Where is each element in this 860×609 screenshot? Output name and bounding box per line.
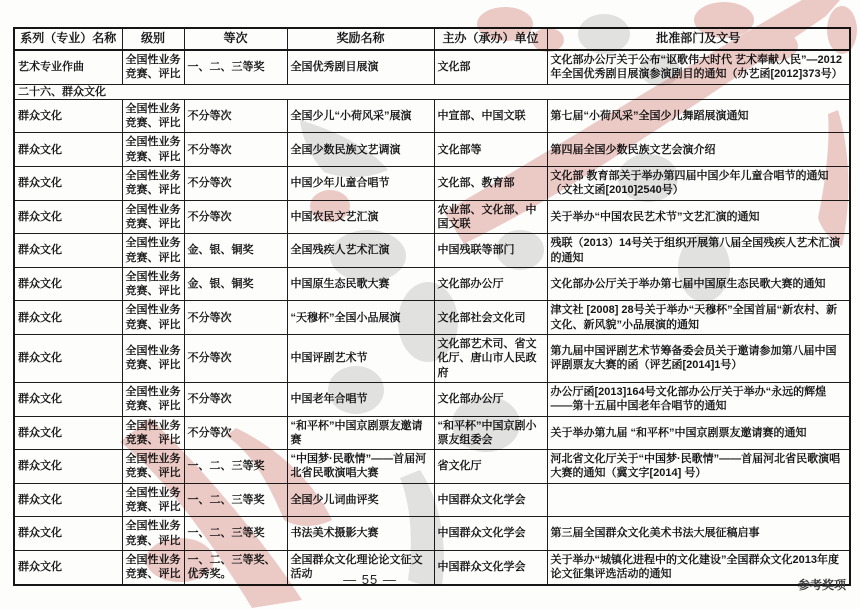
organizer-cell: 农业部、文化部、中国文联 (434, 200, 547, 234)
grade-cell: 不分等次 (184, 99, 287, 133)
organizer-cell: 文化部等 (434, 133, 547, 167)
table-row (14, 133, 850, 167)
organizer-cell: 文化部艺术司、省文化厅、唐山市人民政府 (434, 335, 547, 383)
header-organizer: 主办（承办）单位 (434, 28, 547, 50)
series-cell: 艺术专业作曲 (14, 50, 122, 84)
approval-cell: 关于举办第九届 “和平杯”中国京剧票友邀请赛的通知 (547, 416, 850, 450)
grade-cell: 金、银、铜奖 (184, 234, 287, 268)
series-cell: 群众文化 (14, 301, 122, 335)
grade-cell: 一、二、三等奖 (184, 50, 287, 84)
approval-cell: 关于举办“城镇化进程中的文化建设”全国群众文化2013年度论文征集评选活动的通知 (547, 550, 850, 584)
series-cell: 群众文化 (14, 483, 122, 517)
award-cell: 全国群众文化理论论文征文活动 (287, 550, 434, 584)
series-cell: 群众文化 (14, 167, 122, 201)
grade-cell: 不分等次 (184, 167, 287, 201)
level-cell: 全国性业务竞赛、评比 (122, 99, 184, 133)
header-series: 系列（专业）名称 (14, 28, 122, 50)
award-cell: 书法美术摄影大赛 (287, 517, 434, 551)
approval-cell (547, 483, 850, 517)
award-cell: 全国少数民族文艺调演 (287, 133, 434, 167)
approval-cell: 津文社 [2008] 28号关于举办“天穆杯”全国首届“新农村、新文化、新风貌”小品展演的通知 (547, 301, 850, 335)
award-cell: 全国少儿词曲评奖 (287, 483, 434, 517)
table-row (14, 517, 850, 551)
table-row (14, 167, 850, 201)
table-row (14, 416, 850, 450)
table-header-row (14, 28, 850, 50)
award-cell: 中国农民文艺汇演 (287, 200, 434, 234)
organizer-cell: 文化部社会文化司 (434, 301, 547, 335)
level-cell: 全国性业务竞赛、评比 (122, 550, 184, 584)
level-cell: 全国性业务竞赛、评比 (122, 335, 184, 383)
grade-cell: 一、二、三等奖、优秀奖。 (184, 550, 287, 584)
header-award: 奖励名称 (287, 28, 434, 50)
approval-cell: 文化部办公厅关于公布“讴歌伟大时代 艺术奉献人民”—2012年全国优秀剧目展演参演剧目的通知（办艺函[2012]373号） (547, 50, 850, 84)
approval-cell: 文化部 教育部关于举办第四届中国少年儿童合唱节的通知（文社文函[2010]2540号） (547, 167, 850, 201)
approval-cell: 关于举办“中国农民艺术节”文艺汇演的通知 (547, 200, 850, 234)
reference-label: 参考奖项 (797, 578, 846, 592)
grade-cell: 不分等次 (184, 133, 287, 167)
grade-cell: 不分等次 (184, 416, 287, 450)
header-level: 级别 (122, 28, 184, 50)
table-row (14, 382, 850, 416)
series-cell: 群众文化 (14, 382, 122, 416)
award-cell: 全国少儿“小荷风采”展演 (287, 99, 434, 133)
award-cell: 全国优秀剧目展演 (287, 50, 434, 84)
approval-cell: 河北省文化厅关于“中国梦·民歌情”——首届河北省民歌演唱大赛的通知（冀文字[2014] 号） (547, 450, 850, 484)
award-cell: 中国原生态民歌大赛 (287, 267, 434, 301)
approval-cell: 办公厅函[2013]164号文化部办公厅关于举办“永远的辉煌——第十五届中国老年合唱节的通知 (547, 382, 850, 416)
table-row (14, 450, 850, 484)
award-cell: 全国残疾人艺术汇演 (287, 234, 434, 268)
series-cell: 群众文化 (14, 450, 122, 484)
grade-cell: 不分等次 (184, 382, 287, 416)
grade-cell: 一、二、三等奖 (184, 517, 287, 551)
organizer-cell: “和平杯”中国京剧小票友组委会 (434, 416, 547, 450)
grade-cell: 一、二、三等奖 (184, 450, 287, 484)
series-cell: 群众文化 (14, 267, 122, 301)
table-row (14, 234, 850, 268)
organizer-cell: 中国群众文化学会 (434, 483, 547, 517)
approval-cell: 文化部办公厅关于举办第七届中国原生态民歌大赛的通知 (547, 267, 850, 301)
table-row (14, 483, 850, 517)
awards-table-body (14, 50, 850, 585)
series-cell: 群众文化 (14, 550, 122, 584)
organizer-cell: 中国残联等部门 (434, 234, 547, 268)
level-cell: 全国性业务竞赛、评比 (122, 267, 184, 301)
section-row (14, 84, 850, 99)
approval-cell: 第四届全国少数民族文艺会演介绍 (547, 133, 850, 167)
grade-cell: 金、银、铜奖 (184, 267, 287, 301)
table-row (14, 301, 850, 335)
organizer-cell: 文化部办公厅 (434, 382, 547, 416)
table-row (14, 200, 850, 234)
grade-cell: 一、二、三等奖 (184, 483, 287, 517)
table-row (14, 267, 850, 301)
series-cell: 群众文化 (14, 99, 122, 133)
table-row (14, 99, 850, 133)
level-cell: 全国性业务竞赛、评比 (122, 301, 184, 335)
level-cell: 全国性业务竞赛、评比 (122, 50, 184, 84)
level-cell: 全国性业务竞赛、评比 (122, 382, 184, 416)
series-cell: 群众文化 (14, 200, 122, 234)
grade-cell: 不分等次 (184, 301, 287, 335)
series-cell: 群众文化 (14, 517, 122, 551)
award-cell: 中国老年合唱节 (287, 382, 434, 416)
approval-cell: 第三届全国群众文化美术书法大展征稿启事 (547, 517, 850, 551)
series-cell: 群众文化 (14, 416, 122, 450)
table-row (14, 335, 850, 383)
level-cell: 全国性业务竞赛、评比 (122, 450, 184, 484)
organizer-cell: 省文化厅 (434, 450, 547, 484)
level-cell: 全国性业务竞赛、评比 (122, 200, 184, 234)
level-cell: 全国性业务竞赛、评比 (122, 517, 184, 551)
header-approval: 批准部门及文号 (547, 28, 850, 50)
grade-cell: 不分等次 (184, 335, 287, 383)
award-cell: “和平杯”中国京剧票友邀请赛 (287, 416, 434, 450)
award-cell: 中国评剧艺术节 (287, 335, 434, 383)
approval-cell: 第九届中国评剧艺术节筹备委会员关于邀请参加第八届中国评剧票友大赛的函（评艺函[2014]1号） (547, 335, 850, 383)
award-cell: “中国梦·民歌情”——首届河北省民歌演唱大赛 (287, 450, 434, 484)
table-row (14, 50, 850, 84)
approval-cell: 残联（2013）14号关于组织开展第八届全国残疾人艺术汇演的通知 (547, 234, 850, 268)
level-cell: 全国性业务竞赛、评比 (122, 483, 184, 517)
header-grade: 等次 (184, 28, 287, 50)
organizer-cell: 文化部、教育部 (434, 167, 547, 201)
series-cell: 群众文化 (14, 133, 122, 167)
page-number: — 55 — (343, 572, 397, 587)
organizer-cell: 中国群众文化学会 (434, 517, 547, 551)
award-cell: 中国少年儿童合唱节 (287, 167, 434, 201)
organizer-cell: 中宣部、中国文联 (434, 99, 547, 133)
organizer-cell: 中国群众文化学会 (434, 550, 547, 584)
section-title: 二十六、群众文化 (14, 84, 850, 99)
grade-cell: 不分等次 (184, 200, 287, 234)
level-cell: 全国性业务竞赛、评比 (122, 133, 184, 167)
series-cell: 群众文化 (14, 335, 122, 383)
award-cell: “天穆杯”全国小品展演 (287, 301, 434, 335)
awards-table (13, 27, 851, 586)
organizer-cell: 文化部 (434, 50, 547, 84)
organizer-cell: 文化部办公厅 (434, 267, 547, 301)
series-cell: 群众文化 (14, 234, 122, 268)
level-cell: 全国性业务竞赛、评比 (122, 416, 184, 450)
level-cell: 全国性业务竞赛、评比 (122, 234, 184, 268)
approval-cell: 第七届“小荷风采”全国少儿舞蹈展演通知 (547, 99, 850, 133)
level-cell: 全国性业务竞赛、评比 (122, 167, 184, 201)
